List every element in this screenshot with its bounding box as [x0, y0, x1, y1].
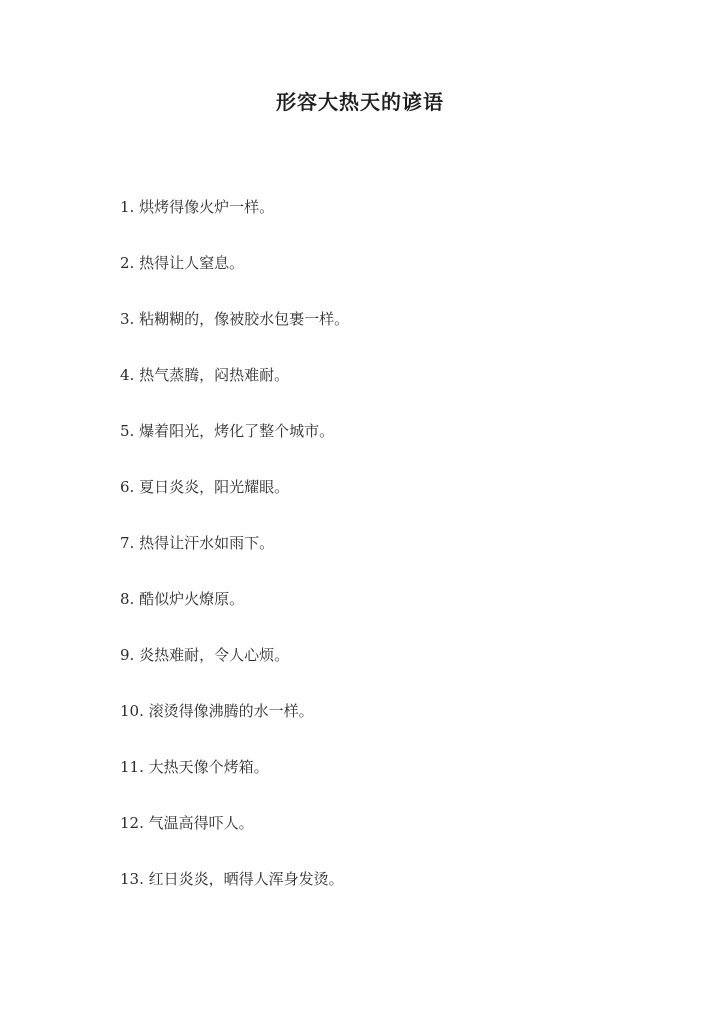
list-item: 6. 夏日炎炎，阳光耀眼。	[120, 478, 290, 496]
proverb-list	[120, 196, 349, 924]
list-item: 8. 酷似炉火燎原。	[120, 590, 245, 608]
list-item: 12. 气温高得吓人。	[120, 814, 254, 832]
list-item: 1. 烘烤得像火炉一样。	[120, 198, 275, 216]
list-item: 11. 大热天像个烤箱。	[120, 758, 269, 776]
list-item: 3. 粘糊糊的，像被胶水包裹一样。	[120, 310, 350, 328]
list-item: 4. 热气蒸腾，闷热难耐。	[120, 366, 290, 384]
list-item: 13. 红日炎炎，晒得人浑身发烫。	[120, 870, 344, 888]
list-item: 10. 滚烫得像沸腾的水一样。	[120, 702, 314, 720]
list-item: 5. 爆着阳光，烤化了整个城市。	[120, 422, 335, 440]
list-item: 2. 热得让人窒息。	[120, 254, 245, 272]
document-title: 形容大热天的谚语	[276, 90, 444, 114]
list-item: 7. 热得让汗水如雨下。	[120, 534, 275, 552]
list-item: 9. 炎热难耐，令人心烦。	[120, 646, 290, 664]
